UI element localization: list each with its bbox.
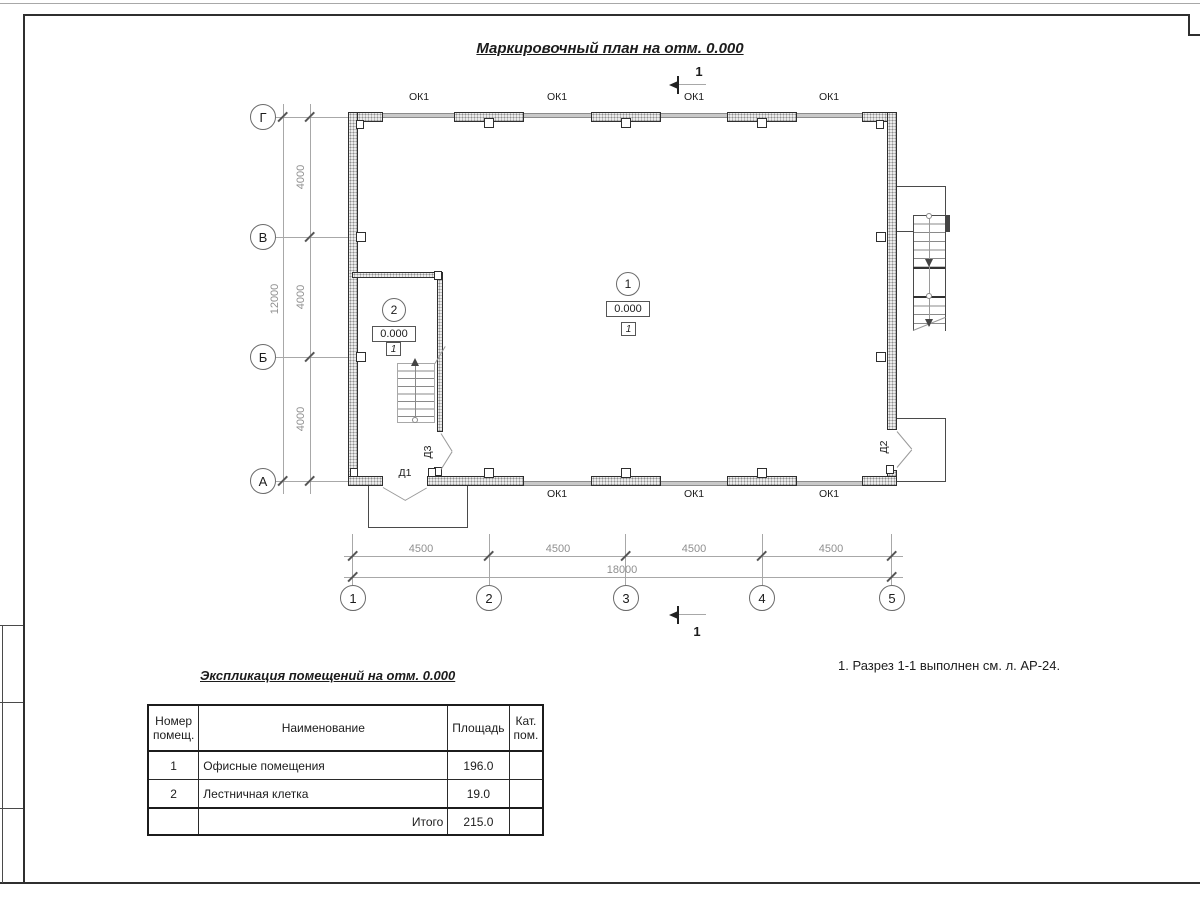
column-top-2 (484, 118, 494, 128)
row-2-number: 2 (148, 780, 199, 809)
axis-label-1: 1 (349, 590, 357, 606)
header-category: Кат. пом. (509, 705, 543, 751)
axis-circle-col-1 (340, 585, 366, 611)
window-label-top-3: ОК1 (683, 91, 705, 103)
dim-v-seg-1: 4000 (295, 164, 307, 190)
wall-bottom-corner-left (348, 476, 383, 486)
door-d1-leader-1 (383, 487, 406, 501)
plan-title: Маркировочный план на отм. 0.000 (476, 40, 744, 57)
axis-label-3: 3 (622, 590, 630, 606)
stairwell-wall-top (352, 272, 443, 278)
dim-line-v-total (283, 104, 284, 494)
header-name: Наименование (199, 705, 448, 751)
axis-circle-row-g (250, 104, 276, 130)
total-empty-cell (148, 808, 199, 835)
margin-mark-3 (0, 808, 23, 809)
axis-circle-row-b (250, 344, 276, 370)
room-2-circle (382, 298, 406, 322)
row-1-area: 196.0 (448, 751, 509, 780)
row-2-name: Лестничная клетка (199, 780, 448, 809)
door-d1-leader-2 (405, 488, 427, 501)
total-label: Итого (199, 808, 448, 835)
window-label-top-2: ОК1 (546, 91, 568, 103)
dim-h-seg-4: 4500 (818, 543, 844, 555)
corner-column-bottom-right (886, 465, 894, 474)
room-2-floor-type-box (386, 342, 401, 356)
corner-column-bottom-left (350, 468, 358, 477)
dim-v-total: 12000 (269, 283, 281, 315)
row-2-area: 19.0 (448, 780, 509, 809)
table-row (148, 780, 543, 809)
margin-mark-1 (0, 625, 23, 626)
ext-stair-down-arrow-2-icon (925, 319, 933, 327)
room-1-circle (616, 272, 640, 296)
window-label-bottom-3: ОК1 (818, 488, 840, 500)
door-d2-leader-1 (897, 431, 913, 449)
dim-h-seg-3: 4500 (681, 543, 707, 555)
table-total-row (148, 808, 543, 835)
row-axis-line-b (276, 357, 348, 358)
wall-bottom-seg-door-to-pier2 (427, 476, 524, 486)
room-1-floor-type-box (621, 322, 636, 336)
corner-column-top-right (876, 120, 884, 129)
margin-mark-2 (0, 702, 23, 703)
axis-label-2: 2 (485, 590, 493, 606)
frame-right-notch-vertical (1188, 14, 1190, 36)
column-left-v (356, 232, 366, 242)
door-label-d3: Д3 (422, 445, 434, 459)
stairwell-wall-corner-jamb (434, 271, 442, 280)
row-2-category (509, 780, 543, 809)
axis-label-b: Б (258, 349, 268, 365)
room-1-number: 1 (624, 277, 632, 291)
axis-circle-col-5 (879, 585, 905, 611)
room-2-elevation: 0.000 (380, 328, 408, 340)
room-2-elevation-box (372, 326, 416, 342)
window-label-top-4: ОК1 (818, 91, 840, 103)
dim-h-total: 18000 (606, 564, 638, 576)
axis-label-4: 4 (758, 590, 766, 606)
total-category-cell (509, 808, 543, 835)
dim-line-h-total (344, 577, 903, 578)
axis-label-v: В (258, 229, 268, 245)
margin-mark-vertical (2, 625, 3, 883)
room-1-elevation: 0.000 (614, 303, 642, 315)
room-1-elevation-box (606, 301, 650, 317)
door-d1-jamb (428, 468, 436, 477)
ext-stair-dot-2 (926, 293, 932, 299)
room-2-number: 2 (390, 303, 398, 317)
table-row (148, 751, 543, 780)
axis-circle-col-3 (613, 585, 639, 611)
axis-circle-col-2 (476, 585, 502, 611)
section-label-top: 1 (695, 64, 703, 79)
column-right-b (876, 352, 886, 362)
section-label-bottom: 1 (693, 624, 701, 639)
axis-circle-row-a (250, 468, 276, 494)
door-d3-leader-2 (441, 451, 453, 469)
window-label-bottom-2: ОК1 (683, 488, 705, 500)
dim-h-seg-1: 4500 (408, 543, 434, 555)
door-label-d1: Д1 (398, 467, 412, 479)
dim-v-seg-3: 4000 (295, 406, 307, 432)
axis-label-g: Г (259, 109, 267, 125)
corner-column-top-left (356, 120, 364, 129)
row-1-category (509, 751, 543, 780)
section-arrow-bottom-icon (669, 611, 678, 619)
column-top-4 (757, 118, 767, 128)
window-bottom-1 (524, 481, 591, 486)
wall-left (348, 112, 358, 486)
row-axis-line-v (276, 237, 348, 238)
section-arrow-top-icon (669, 81, 678, 89)
header-area: Площадь (448, 705, 509, 751)
dim-line-v-seg (310, 104, 311, 494)
frame-left (23, 14, 25, 883)
table-header-row (148, 705, 543, 751)
frame-top (23, 14, 1189, 16)
total-value: 215.0 (448, 808, 509, 835)
column-left-b (356, 352, 366, 362)
axis-label-a: А (258, 473, 268, 489)
door-d3-leader-1 (441, 433, 453, 451)
wall-bottom-corner-right (862, 476, 897, 486)
room-1-floor-type: 1 (625, 323, 632, 335)
stair-start-dot (412, 417, 418, 423)
window-top-1 (383, 113, 454, 118)
row-axis-line-a (276, 481, 348, 482)
window-label-bottom-1: ОК1 (546, 488, 568, 500)
frame-bottom (0, 882, 1200, 884)
wall-right-upper (887, 112, 897, 430)
door-label-d2: Д2 (878, 440, 890, 454)
stair-up-arrow-icon (411, 358, 419, 366)
axis-circle-row-v (250, 224, 276, 250)
ext-stair-dot-1 (926, 213, 932, 219)
column-bottom-2 (484, 468, 494, 478)
column-right-v (876, 232, 886, 242)
column-bottom-4 (757, 468, 767, 478)
window-top-2 (524, 113, 591, 118)
window-bottom-3 (797, 481, 862, 486)
explication-table (147, 704, 544, 836)
frame-right-notch-horizontal (1188, 34, 1200, 36)
window-bottom-2 (661, 481, 727, 486)
row-1-name: Офисные помещения (199, 751, 448, 780)
column-top-3 (621, 118, 631, 128)
door-d2-leader-2 (897, 450, 913, 468)
window-top-4 (797, 113, 862, 118)
table-title: Экспликация помещений на отм. 0.000 (200, 668, 456, 683)
ext-stair-down-arrow-1-icon (925, 259, 933, 267)
column-bottom-3 (621, 468, 631, 478)
window-top-3 (661, 113, 727, 118)
window-label-top-1: ОК1 (408, 91, 430, 103)
row-axis-line-g (276, 117, 348, 118)
axis-circle-col-4 (749, 585, 775, 611)
room-2-floor-type: 1 (390, 343, 397, 355)
section-note: 1. Разрез 1-1 выполнен см. л. АР-24. (838, 658, 1061, 673)
dim-h-seg-2: 4500 (545, 543, 571, 555)
dim-v-seg-2: 4000 (295, 284, 307, 310)
header-room-number: Номер помещ. (148, 705, 199, 751)
row-1-number: 1 (148, 751, 199, 780)
sheet-top-edge (0, 3, 1200, 4)
axis-label-5: 5 (888, 590, 896, 606)
